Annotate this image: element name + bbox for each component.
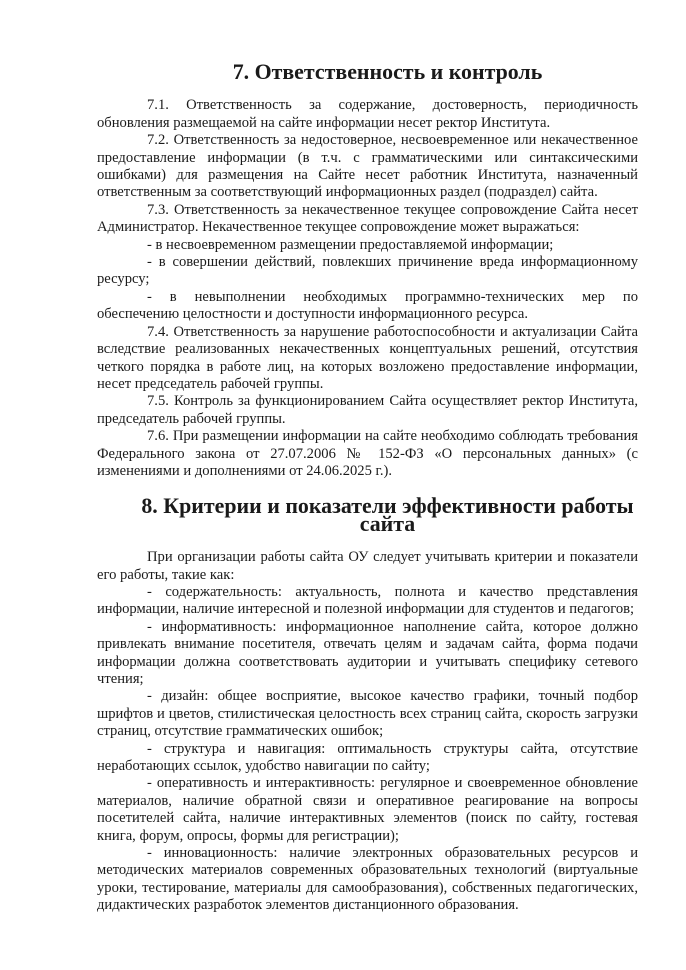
- section-8-heading: 8. Критерии и показатели эффективности работы сайта: [141, 493, 634, 536]
- document-page: [97, 59, 638, 915]
- criterion-structure-navigation: - структура и навигация: оптимальность структуры сайта, отсутствие неработающих ссылок, удобство навигации по сайту;: [97, 740, 638, 775]
- criterion-content: - содержательность: актуальность, полнота и качество представления информации, наличие интересной и полезной информации для студентов и педагогов;: [97, 583, 638, 618]
- list-item-7-3-c: - в невыполнении необходимых программно-технических мер по обеспечению целостности и доступности информационного ресурса.: [97, 288, 638, 323]
- criterion-informativeness: - информативность: информационное наполнение сайта, которое должно привлекать внимание посетителя, отвечать целям и задачам сайта, форма подачи информации должна соответствовать аудитории и учитывать специфику сетевого чтения;: [97, 618, 638, 687]
- section-7-heading: 7. Ответственность и контроль: [232, 59, 543, 84]
- criterion-interactivity: - оперативность и интерактивность: регулярное и своевременное обновление материалов, наличие обратной связи и оперативное реагирование на вопросы посетителей сайта, наличие интерактивных элементов (поиск по сайту, гостевая книга, форум, опросы, формы для регистрации);: [97, 775, 638, 844]
- paragraph-7-4: 7.4. Ответственность за нарушение работоспособности и актуализации Сайта вследствие реализованных некачественных концептуальных решений, отсутствия четкого порядка в работе лиц, на которых возложено предоставление информации, несет председатель рабочей группы.: [97, 323, 638, 392]
- paragraph-7-1: 7.1. Ответственность за содержание, достоверность, периодичность обновления размещаемой на сайте информации несет ректор Института.: [97, 97, 638, 131]
- paragraph-8-intro: При организации работы сайта ОУ следует учитывать критерии и показатели его работы, такие как:: [97, 549, 638, 583]
- criterion-design: - дизайн: общее восприятие, высокое качество графики, точный подбор шрифтов и цветов, стилистическая целостность всех страниц сайта, скорость загрузки страниц, отсутствие грамматических ошибок;: [97, 688, 638, 740]
- section-8-body: [97, 549, 638, 915]
- paragraph-7-5: 7.5. Контроль за функционированием Сайта осуществляет ректор Института, председатель рабочей группы.: [97, 393, 638, 427]
- list-item-7-3-b: - в совершении действий, повлекших причинение вреда информационному ресурсу;: [97, 254, 638, 288]
- paragraph-7-2: 7.2. Ответственность за недостоверное, несвоевременное или некачественное предоставление информации (в т.ч. с грамматическими или синтаксическими ошибками) для размещения на Сайте несет работник Института, назначенный ответственным за соответствующий информационных раздел (подраздел) сайта.: [97, 132, 638, 201]
- section-7-body: [97, 97, 638, 480]
- paragraph-7-3: 7.3. Ответственность за некачественное текущее сопровождение Сайта несет Администратор. Некачественное текущее сопровождение может выражаться:: [97, 201, 638, 236]
- paragraph-7-6: 7.6. При размещении информации на сайте необходимо соблюдать требования Федерального закона от 27.07.2006 № 152-ФЗ «О персональных данных» (с изменениями и дополнениями от 24.06.2025 г.).: [97, 428, 638, 479]
- list-item-7-3-a: - в несвоевременном размещении предоставляемой информации;: [147, 236, 554, 253]
- criterion-innovation: - инновационность: наличие электронных образовательных ресурсов и методических материалов современных образовательных технологий (виртуальные уроки, тестирование, материалы для самообразования), собственных педагогических, дидактических разработок элементов дистанционного образования.: [97, 845, 638, 914]
